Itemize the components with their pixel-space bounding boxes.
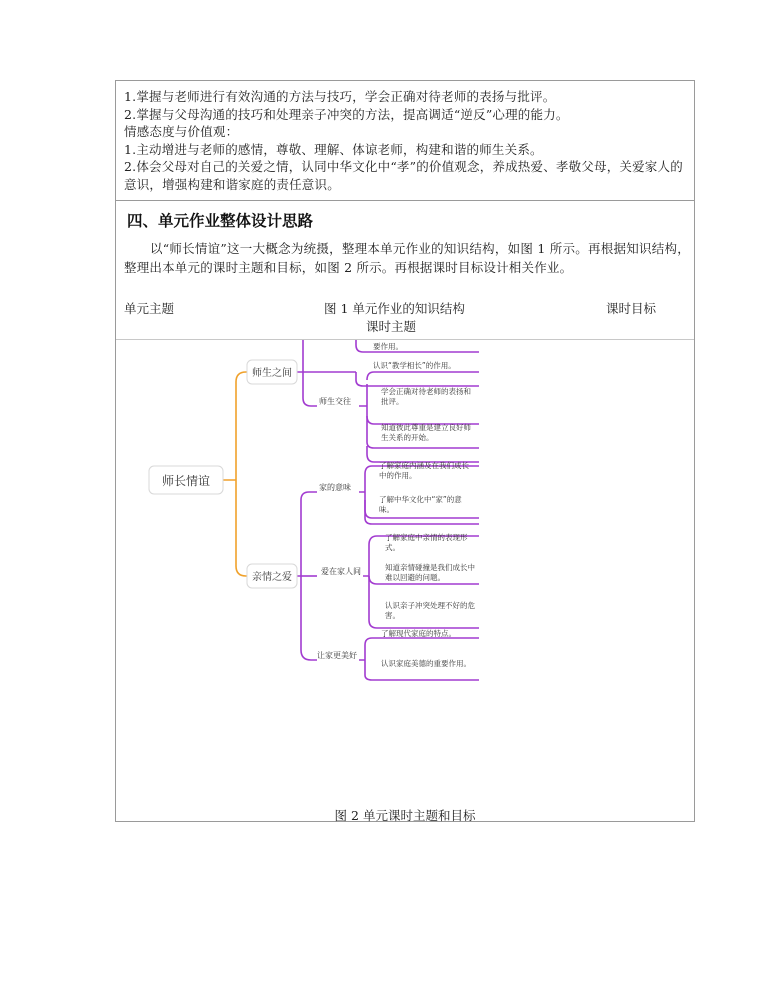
mindmap-goal-7b: 难以回避的问题。 [385, 573, 445, 582]
goal-lines-topic3 [363, 545, 369, 620]
goal-lines-topic4 [359, 645, 365, 675]
figure1-col-mid: 课时主题 [366, 319, 417, 334]
emotion-objective-2: 2.体会父母对自己的关爱之情，认同中华文化中“孝”的价值观念，养成热爱、孝敬父母，关爱家人的意识，增强构建和谐家庭的责任意识。 [124, 159, 683, 192]
mindmap-root-label: 师长情谊 [161, 474, 211, 488]
mindmap-topic-4: 让家更美好 [317, 651, 357, 660]
connector-branch1-topic [297, 340, 317, 406]
mindmap-goal-6b: 式。 [385, 543, 400, 552]
figure1-caption: 图 1 单元作业的知识结构 [324, 301, 465, 316]
content-table [115, 80, 695, 822]
mindmap-goal-7a: 知道亲情碰撞是我们成长中 [385, 563, 475, 572]
mindmap-goal-8a: 认识亲子冲突处理不好的危 [385, 601, 475, 610]
mindmap-topic-1: 师生交往 [319, 397, 351, 406]
section-heading: 四、单元作业整体设计思路 [127, 212, 314, 230]
skill-objective-1: 1.掌握与老师进行有效沟通的方法与技巧，学会正确对待老师的表扬与批评。 [124, 89, 556, 104]
mindmap-goal-10: 认识家庭美德的重要作用。 [381, 659, 471, 668]
figure1-col-left: 单元主题 [124, 301, 175, 316]
mindmap-goal-3b: 生关系的开始。 [381, 433, 434, 442]
mindmap-goal-2a: 学会正确对待老师的表扬和 [381, 387, 471, 396]
mindmap-goal-5a: 了解中华文化中“家”的意 [379, 495, 462, 504]
connector-root-branch1 [223, 372, 247, 480]
design-cell [116, 201, 694, 821]
mindmap-topic-3: 爱在家人间 [321, 567, 361, 576]
connector-root-branch2 [236, 480, 247, 576]
mindmap-topic-2: 家的意味 [319, 483, 351, 492]
mindmap-goal-1: 认识“教学相长”的作用。 [373, 361, 456, 370]
mindmap-goal-2b: 批评。 [381, 397, 404, 406]
figure2-caption: 图 2 单元课时主题和目标 [334, 808, 476, 823]
emotion-heading: 情感态度与价值观： [124, 124, 239, 139]
emotion-objective-1: 1.主动增进与老师的感情，尊敬、理解、体谅老师，构建和谐的师生关系。 [124, 141, 543, 157]
section-paragraph: 以“师长情谊”这一大概念为统摄，整理本单元作业的知识结构，如图 1 所示。再根据知识结构，整理出本单元的课时主题和目标，如图 2 所示。再根据课时目标设计相关作业。 [124, 241, 690, 275]
objectives-cell [116, 81, 694, 201]
mindmap-goal-4b: 中的作用。 [379, 471, 417, 480]
mindmap-goal-4a: 了解家庭内涵及在我们成长 [379, 461, 469, 470]
mindmap-goal-5b: 味。 [379, 505, 394, 514]
goal-lines-topic2 [359, 474, 365, 510]
mindmap-diagram [141, 340, 521, 685]
mindmap-goal-3a: 知道彼此尊重是建立良好师 [381, 423, 471, 432]
mindmap-goal-0: 要作用。 [373, 342, 403, 351]
mindmap-goal-9: 了解现代家庭的特点。 [381, 629, 456, 638]
mindmap-goal-6a: 了解家庭中亲情的表现形 [385, 533, 468, 542]
mindmap-goal-8b: 害。 [385, 611, 400, 620]
skill-objective-2: 2.掌握与父母沟通的技巧和处理亲子冲突的方法，提高调适“逆反”心理的能力。 [124, 106, 569, 122]
figure1-col-right: 课时目标 [606, 301, 657, 316]
mindmap-branch2-label: 亲情之爱 [252, 572, 292, 583]
mindmap-branch1-label: 师生之间 [252, 368, 292, 379]
connector-branch2-topics [297, 500, 301, 650]
